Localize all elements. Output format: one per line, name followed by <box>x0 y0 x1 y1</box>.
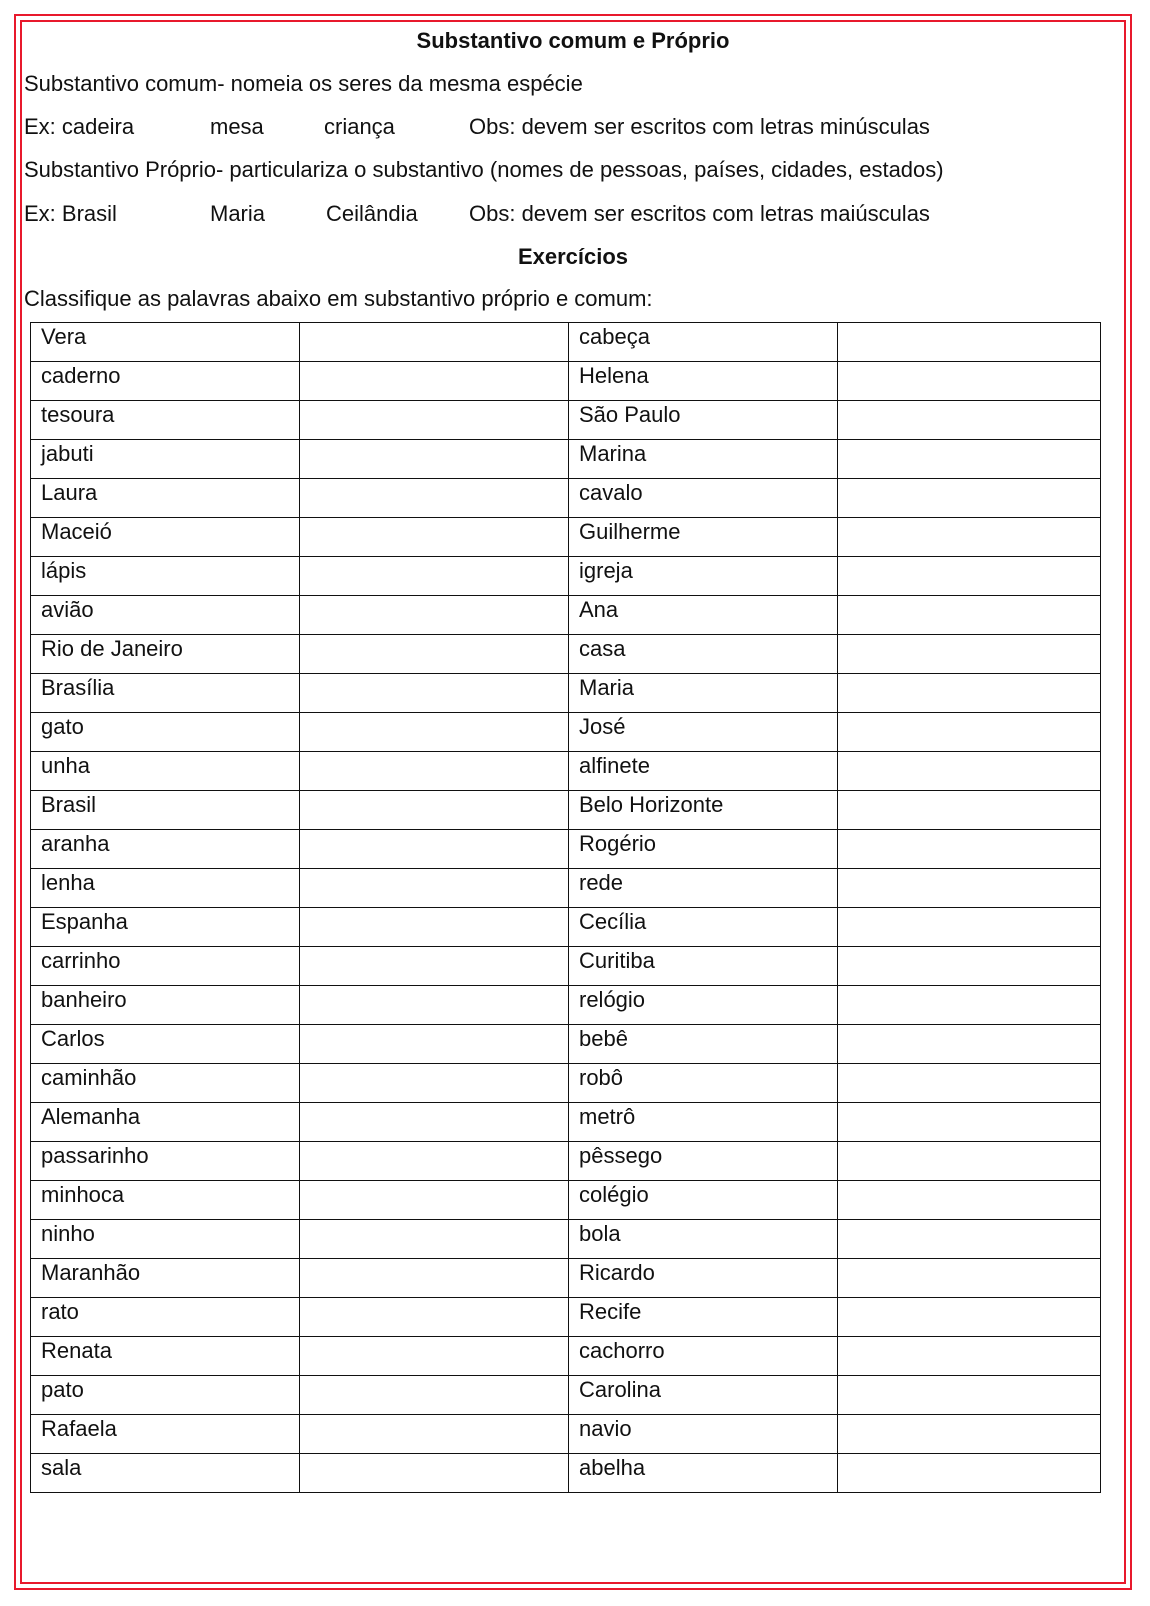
word-left: aranha <box>31 830 300 869</box>
answer-cell-left[interactable] <box>300 1337 569 1376</box>
answer-cell-left[interactable] <box>300 1415 569 1454</box>
comum-obs: Obs: devem ser escritos com letras minúsculas <box>469 114 930 139</box>
word-right: cavalo <box>569 479 838 518</box>
answer-cell-left[interactable] <box>300 440 569 479</box>
table-row <box>31 635 1101 674</box>
answer-cell-right[interactable] <box>838 791 1101 830</box>
answer-cell-left[interactable] <box>300 596 569 635</box>
answer-cell-right[interactable] <box>838 1142 1101 1181</box>
table-row <box>31 869 1101 908</box>
table-row <box>31 1220 1101 1259</box>
word-left: Renata <box>31 1337 300 1376</box>
comum-example-3: criança <box>324 114 395 139</box>
word-left: avião <box>31 596 300 635</box>
word-left: Rio de Janeiro <box>31 635 300 674</box>
word-left: rato <box>31 1298 300 1337</box>
table-row <box>31 1259 1101 1298</box>
answer-cell-left[interactable] <box>300 1298 569 1337</box>
word-right: alfinete <box>569 752 838 791</box>
word-right: José <box>569 713 838 752</box>
word-left: Espanha <box>31 908 300 947</box>
word-right: colégio <box>569 1181 838 1220</box>
word-left: ninho <box>31 1220 300 1259</box>
answer-cell-right[interactable] <box>838 947 1101 986</box>
answer-cell-left[interactable] <box>300 674 569 713</box>
answer-cell-right[interactable] <box>838 1220 1101 1259</box>
table-row <box>31 479 1101 518</box>
answer-cell-right[interactable] <box>838 518 1101 557</box>
word-right: Guilherme <box>569 518 838 557</box>
word-right: Carolina <box>569 1376 838 1415</box>
answer-cell-right[interactable] <box>838 986 1101 1025</box>
answer-cell-left[interactable] <box>300 791 569 830</box>
word-right: navio <box>569 1415 838 1454</box>
answer-cell-left[interactable] <box>300 362 569 401</box>
page-title: Substantivo comum e Próprio <box>416 28 730 53</box>
word-left: carrinho <box>31 947 300 986</box>
proprio-example-3: Ceilândia <box>326 201 418 226</box>
answer-cell-left[interactable] <box>300 1064 569 1103</box>
table-row <box>31 986 1101 1025</box>
table-row <box>31 791 1101 830</box>
table-row <box>31 1376 1101 1415</box>
answer-cell-left[interactable] <box>300 1259 569 1298</box>
word-left: Alemanha <box>31 1103 300 1142</box>
answer-cell-right[interactable] <box>838 908 1101 947</box>
proprio-obs: Obs: devem ser escritos com letras maiúsculas <box>469 201 930 226</box>
word-left: Carlos <box>31 1025 300 1064</box>
answer-cell-right[interactable] <box>838 596 1101 635</box>
answer-cell-left[interactable] <box>300 401 569 440</box>
word-right: bola <box>569 1220 838 1259</box>
word-right: cabeça <box>569 323 838 362</box>
table-row <box>31 830 1101 869</box>
word-left: gato <box>31 713 300 752</box>
answer-cell-right[interactable] <box>838 869 1101 908</box>
answer-cell-left[interactable] <box>300 518 569 557</box>
answer-cell-left[interactable] <box>300 1376 569 1415</box>
words-table <box>30 322 1101 1493</box>
word-right: Rogério <box>569 830 838 869</box>
exercises-title: Exercícios <box>517 244 629 269</box>
word-right: robô <box>569 1064 838 1103</box>
answer-cell-right[interactable] <box>838 362 1101 401</box>
table-row <box>31 1454 1101 1493</box>
word-right: cachorro <box>569 1337 838 1376</box>
comum-example-2: mesa <box>210 114 264 139</box>
answer-cell-right[interactable] <box>838 713 1101 752</box>
word-right: abelha <box>569 1454 838 1493</box>
word-right: casa <box>569 635 838 674</box>
table-row <box>31 362 1101 401</box>
answer-cell-left[interactable] <box>300 1025 569 1064</box>
word-left: Maranhão <box>31 1259 300 1298</box>
word-left: caminhão <box>31 1064 300 1103</box>
answer-cell-right[interactable] <box>838 401 1101 440</box>
word-right: rede <box>569 869 838 908</box>
word-right: relógio <box>569 986 838 1025</box>
word-left: passarinho <box>31 1142 300 1181</box>
word-right: Marina <box>569 440 838 479</box>
answer-cell-left[interactable] <box>300 1220 569 1259</box>
answer-cell-right[interactable] <box>838 1064 1101 1103</box>
word-left: lápis <box>31 557 300 596</box>
proprio-example-1: Ex: Brasil <box>24 201 117 226</box>
answer-cell-right[interactable] <box>838 674 1101 713</box>
table-row <box>31 908 1101 947</box>
table-row <box>31 1298 1101 1337</box>
word-left: Vera <box>31 323 300 362</box>
word-right: São Paulo <box>569 401 838 440</box>
word-left: pato <box>31 1376 300 1415</box>
answer-cell-right[interactable] <box>838 1103 1101 1142</box>
table-row <box>31 323 1101 362</box>
answer-cell-right[interactable] <box>838 1415 1101 1454</box>
answer-cell-left[interactable] <box>300 635 569 674</box>
word-right: metrô <box>569 1103 838 1142</box>
table-row <box>31 1142 1101 1181</box>
answer-cell-right[interactable] <box>838 1025 1101 1064</box>
word-left: minhoca <box>31 1181 300 1220</box>
table-row <box>31 1415 1101 1454</box>
word-left: sala <box>31 1454 300 1493</box>
word-right: Ana <box>569 596 838 635</box>
table-row <box>31 1103 1101 1142</box>
word-left: Brasília <box>31 674 300 713</box>
word-left: lenha <box>31 869 300 908</box>
answer-cell-left[interactable] <box>300 986 569 1025</box>
proprio-definition: Substantivo Próprio- particulariza o substantivo (nomes de pessoas, países, cidades, estados) <box>24 157 944 182</box>
answer-cell-left[interactable] <box>300 479 569 518</box>
answer-cell-left[interactable] <box>300 947 569 986</box>
table-row <box>31 557 1101 596</box>
answer-cell-left[interactable] <box>300 1181 569 1220</box>
answer-cell-right[interactable] <box>838 479 1101 518</box>
word-right: Cecília <box>569 908 838 947</box>
word-right: bebê <box>569 1025 838 1064</box>
table-row <box>31 947 1101 986</box>
word-right: Ricardo <box>569 1259 838 1298</box>
answer-cell-right[interactable] <box>838 1181 1101 1220</box>
comum-example-1: Ex: cadeira <box>24 114 135 139</box>
comum-definition: Substantivo comum- nomeia os seres da mesma espécie <box>24 71 583 96</box>
answer-cell-left[interactable] <box>300 323 569 362</box>
table-row <box>31 440 1101 479</box>
word-right: igreja <box>569 557 838 596</box>
answer-cell-right[interactable] <box>838 1337 1101 1376</box>
answer-cell-left[interactable] <box>300 1103 569 1142</box>
answer-cell-right[interactable] <box>838 1376 1101 1415</box>
table-row <box>31 596 1101 635</box>
table-row <box>31 518 1101 557</box>
word-left: tesoura <box>31 401 300 440</box>
answer-cell-right[interactable] <box>838 323 1101 362</box>
exercise-instruction: Classifique as palavras abaixo em substantivo próprio e comum: <box>24 286 653 311</box>
answer-cell-right[interactable] <box>838 830 1101 869</box>
word-left: unha <box>31 752 300 791</box>
answer-cell-right[interactable] <box>838 1259 1101 1298</box>
table-row <box>31 401 1101 440</box>
table-row <box>31 1181 1101 1220</box>
proprio-example-2: Maria <box>210 201 266 226</box>
table-row <box>31 674 1101 713</box>
word-right: Belo Horizonte <box>569 791 838 830</box>
answer-cell-left[interactable] <box>300 1454 569 1493</box>
answer-cell-right[interactable] <box>838 635 1101 674</box>
answer-cell-left[interactable] <box>300 557 569 596</box>
answer-cell-right[interactable] <box>838 1298 1101 1337</box>
word-left: Rafaela <box>31 1415 300 1454</box>
answer-cell-left[interactable] <box>300 908 569 947</box>
word-left: Maceió <box>31 518 300 557</box>
word-left: caderno <box>31 362 300 401</box>
word-right: Curitiba <box>569 947 838 986</box>
table-row <box>31 752 1101 791</box>
answer-cell-left[interactable] <box>300 713 569 752</box>
answer-cell-right[interactable] <box>838 1454 1101 1493</box>
answer-cell-right[interactable] <box>838 440 1101 479</box>
word-left: banheiro <box>31 986 300 1025</box>
word-right: Maria <box>569 674 838 713</box>
answer-cell-right[interactable] <box>838 752 1101 791</box>
word-left: Brasil <box>31 791 300 830</box>
answer-cell-left[interactable] <box>300 752 569 791</box>
answer-cell-left[interactable] <box>300 830 569 869</box>
table-row <box>31 1337 1101 1376</box>
answer-cell-right[interactable] <box>838 557 1101 596</box>
word-right: Helena <box>569 362 838 401</box>
answer-cell-left[interactable] <box>300 869 569 908</box>
word-right: Recife <box>569 1298 838 1337</box>
table-row <box>31 1025 1101 1064</box>
answer-cell-left[interactable] <box>300 1142 569 1181</box>
word-right: pêssego <box>569 1142 838 1181</box>
word-left: Laura <box>31 479 300 518</box>
word-left: jabuti <box>31 440 300 479</box>
table-row <box>31 713 1101 752</box>
table-row <box>31 1064 1101 1103</box>
